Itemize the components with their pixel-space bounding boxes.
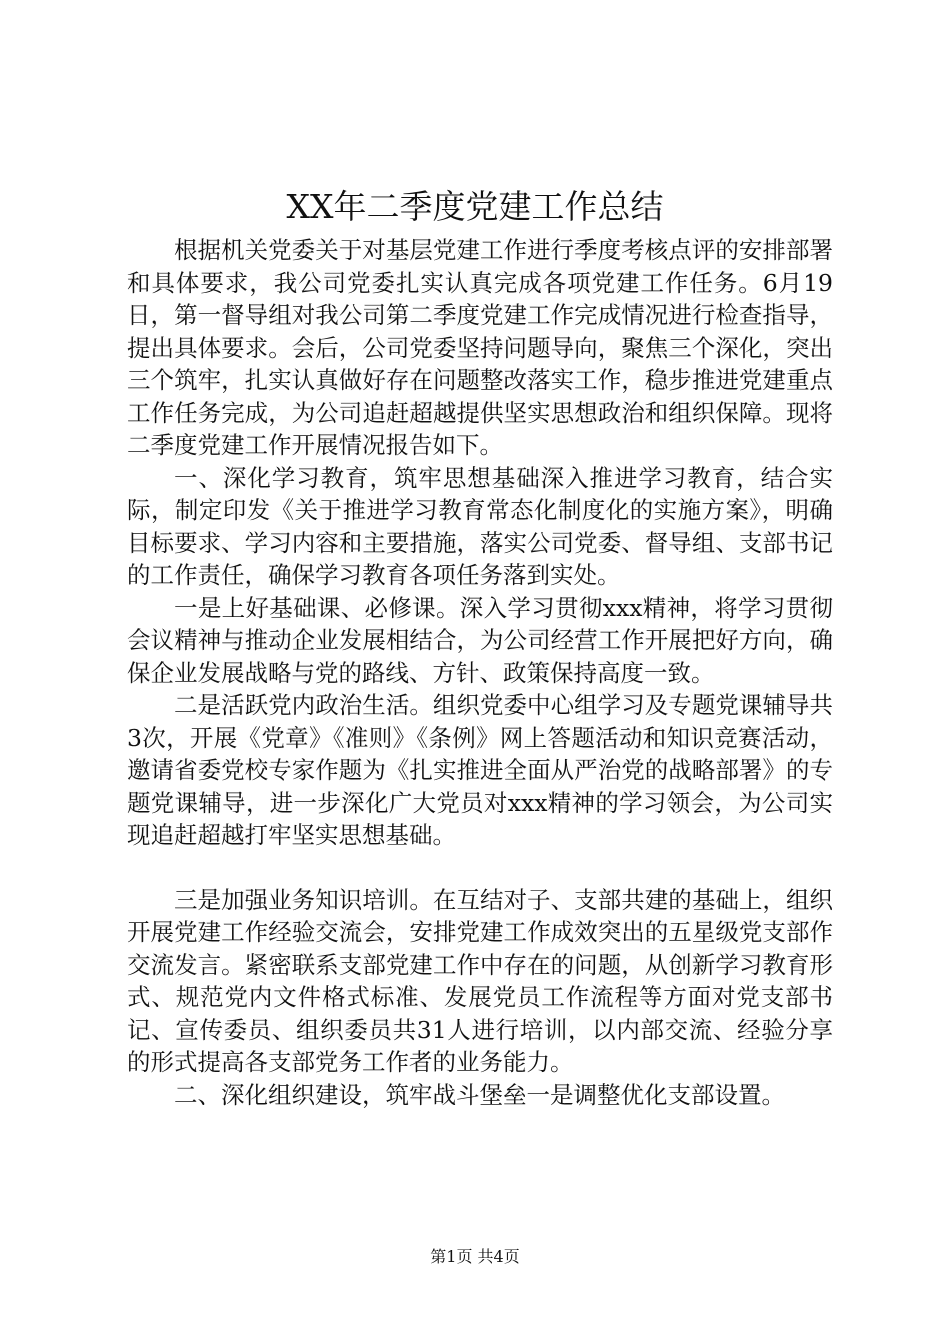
paragraph-section-two: 二、深化组织建设，筑牢战斗堡垒一是调整优化支部设置。 bbox=[174, 1080, 785, 1109]
paragraph-intro: 根据机关党委关于对基层党建工作进行季度考核点评的安排部署和具体要求，我公司党委扎实认真完成各项党建工作任务。6月19日，第一督导组对我公司第二季度党建工作完成情况进行检查指导，提出具体要求。会后，公司党委坚持问题导向，聚焦三个深化，突出三个筑牢，扎实认真做好存在问题整改落实工作，稳步推进党建重点工作任务完成，为公司追赶超越提供坚实思想政治和组织保障。现将二季度党建工作开展情况报告如下。 bbox=[127, 236, 833, 459]
paragraph-item-one: 一是上好基础课、必修课。深入学习贯彻xxx精神，将学习贯彻会议精神与推动企业发展相结合，为公司经营工作开展把好方向，确保企业发展战略与党的路线、方针、政策保持高度一致。 bbox=[127, 593, 833, 687]
paragraph-section-one: 一、深化学习教育，筑牢思想基础深入推进学习教育，结合实际，制定印发《关于推进学习教育常态化制度化的实施方案》，明确目标要求、学习内容和主要措施，落实公司党委、督导组、支部书记的工作责任，确保学习教育各项任务落到实处。 bbox=[127, 463, 833, 589]
document-title: XX年二季度党建工作总结 bbox=[286, 187, 664, 226]
paragraph-item-three: 三是加强业务知识培训。在互结对子、支部共建的基础上，组织开展党建工作经验交流会，安排党建工作成效突出的五星级党支部作交流发言。紧密联系支部党建工作中存在的问题，从创新学习教育形式、规范党内文件格式标准、发展党员工作流程等方面对党支部书记、宣传委员、组织委员共31人进行培训，以内部交流、经验分享的形式提高各支部党务工作者的业务能力。 bbox=[127, 885, 833, 1076]
paragraph-item-two: 二是活跃党内政治生活。组织党委中心组学习及专题党课辅导共3次，开展《党章》《准则》《条例》网上答题活动和知识竞赛活动，邀请省委党校专家作题为《扎实推进全面从严治党的战略部署》的专题党课辅导，进一步深化广大党员对xxx精神的学习领会，为公司实现追赶超越打牢坚实思想基础。 bbox=[127, 691, 833, 849]
page-footer: 第1页 共4页 bbox=[430, 1247, 520, 1266]
document-body bbox=[127, 234, 833, 1111]
